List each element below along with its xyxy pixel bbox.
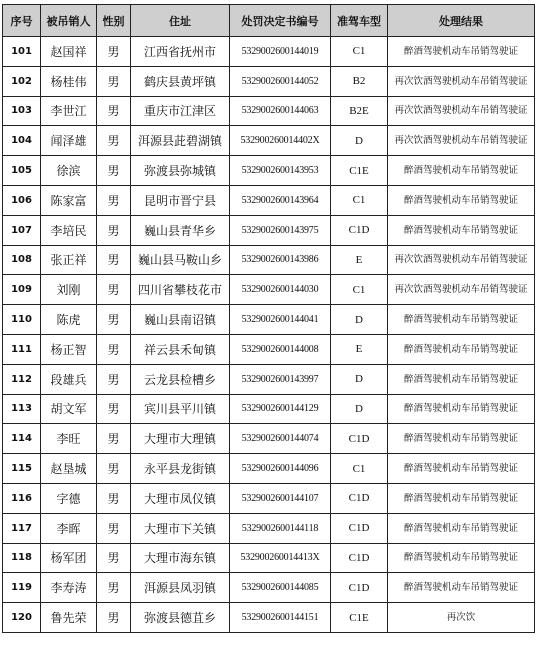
table-row: [3, 364, 535, 394]
cell-result: 醉酒驾驶机动车吊销驾驶证: [388, 573, 535, 603]
header-code: 处罚决定书编号: [230, 5, 331, 37]
cell-address: 江西省抚州市: [131, 37, 230, 67]
cell-address: 重庆市江津区: [131, 96, 230, 126]
cell-sex: 男: [97, 305, 131, 335]
cell-sex: 男: [97, 126, 131, 156]
cell-sex: 男: [97, 364, 131, 394]
cell-address: 巍山县马鞍山乡: [131, 245, 230, 275]
cell-license-type: C1D: [331, 573, 388, 603]
table-body: [3, 37, 535, 633]
cell-code: 5329002600143964: [230, 185, 331, 215]
cell-result: 醉酒驾驶机动车吊销驾驶证: [388, 156, 535, 186]
cell-license-type: C1: [331, 185, 388, 215]
cell-no: 110: [3, 305, 41, 335]
cell-license-type: E: [331, 245, 388, 275]
header-sex: 性别: [97, 5, 131, 37]
header-no: 序号: [3, 5, 41, 37]
table-row: [3, 96, 535, 126]
cell-name: 杨正智: [41, 334, 97, 364]
cell-name: 李晖: [41, 513, 97, 543]
table-row: [3, 394, 535, 424]
cell-address: 巍山县青华乡: [131, 215, 230, 245]
table-row: [3, 66, 535, 96]
cell-result: 醉酒驾驶机动车吊销驾驶证: [388, 513, 535, 543]
cell-no: 118: [3, 543, 41, 573]
cell-address: 大理市海东镇: [131, 543, 230, 573]
cell-no: 109: [3, 275, 41, 305]
table-row: [3, 37, 535, 67]
cell-no: 111: [3, 334, 41, 364]
cell-name: 李旺: [41, 424, 97, 454]
cell-license-type: C1: [331, 454, 388, 484]
cell-sex: 男: [97, 603, 131, 633]
cell-no: 117: [3, 513, 41, 543]
table-row: [3, 334, 535, 364]
table-row: [3, 245, 535, 275]
cell-address: 巍山县南诏镇: [131, 305, 230, 335]
cell-code: 5329002600144151: [230, 603, 331, 633]
table-row: [3, 573, 535, 603]
document-page: [2, 4, 535, 633]
cell-name: 闻泽雄: [41, 126, 97, 156]
cell-sex: 男: [97, 454, 131, 484]
cell-sex: 男: [97, 543, 131, 573]
cell-code: 5329002600144096: [230, 454, 331, 484]
cell-result: 再次饮酒驾驶机动车吊销驾驶证: [388, 96, 535, 126]
cell-no: 113: [3, 394, 41, 424]
cell-address: 大理市大理镇: [131, 424, 230, 454]
cell-license-type: E: [331, 334, 388, 364]
cell-name: 李世江: [41, 96, 97, 126]
table-row: [3, 483, 535, 513]
cell-code: 5329002600143997: [230, 364, 331, 394]
cell-address: 云龙县检槽乡: [131, 364, 230, 394]
cell-sex: 男: [97, 96, 131, 126]
table-row: [3, 185, 535, 215]
cell-name: 杨桂伟: [41, 66, 97, 96]
cell-license-type: D: [331, 126, 388, 156]
cell-address: 鹤庆县黄坪镇: [131, 66, 230, 96]
table-row: [3, 543, 535, 573]
cell-license-type: C1D: [331, 215, 388, 245]
cell-no: 112: [3, 364, 41, 394]
cell-no: 102: [3, 66, 41, 96]
cell-sex: 男: [97, 424, 131, 454]
cell-name: 李培民: [41, 215, 97, 245]
cell-name: 段雄兵: [41, 364, 97, 394]
cell-name: 胡文军: [41, 394, 97, 424]
cell-sex: 男: [97, 275, 131, 305]
cell-result: 醉酒驾驶机动车吊销驾驶证: [388, 394, 535, 424]
cell-license-type: D: [331, 394, 388, 424]
cell-sex: 男: [97, 37, 131, 67]
cell-code: 5329002600144118: [230, 513, 331, 543]
cell-no: 108: [3, 245, 41, 275]
cell-result: 醉酒驾驶机动车吊销驾驶证: [388, 424, 535, 454]
cell-no: 101: [3, 37, 41, 67]
cell-code: 5329002600144129: [230, 394, 331, 424]
cell-sex: 男: [97, 513, 131, 543]
cell-license-type: C1E: [331, 603, 388, 633]
cell-name: 杨军团: [41, 543, 97, 573]
cell-code: 532900260014413X: [230, 543, 331, 573]
cell-no: 105: [3, 156, 41, 186]
cell-name: 刘刚: [41, 275, 97, 305]
cell-result: 醉酒驾驶机动车吊销驾驶证: [388, 37, 535, 67]
cell-name: 赵国祥: [41, 37, 97, 67]
cell-code: 5329002600144019: [230, 37, 331, 67]
cell-code: 5329002600144063: [230, 96, 331, 126]
cell-code: 5329002600144074: [230, 424, 331, 454]
cell-sex: 男: [97, 245, 131, 275]
cell-license-type: C1D: [331, 513, 388, 543]
cell-sex: 男: [97, 156, 131, 186]
cell-name: 陈家富: [41, 185, 97, 215]
cell-result: 醉酒驾驶机动车吊销驾驶证: [388, 305, 535, 335]
cell-result: 醉酒驾驶机动车吊销驾驶证: [388, 215, 535, 245]
cell-sex: 男: [97, 215, 131, 245]
cell-result: 再次饮酒驾驶机动车吊销驾驶证: [388, 245, 535, 275]
table-row: [3, 513, 535, 543]
cell-result: 再次饮酒驾驶机动车吊销驾驶证: [388, 126, 535, 156]
cell-name: 李寿涛: [41, 573, 97, 603]
cell-no: 114: [3, 424, 41, 454]
cell-license-type: C1: [331, 275, 388, 305]
cell-license-type: D: [331, 305, 388, 335]
cell-result: 醉酒驾驶机动车吊销驾驶证: [388, 483, 535, 513]
cell-result: 醉酒驾驶机动车吊销驾驶证: [388, 185, 535, 215]
cell-code: 5329002600144008: [230, 334, 331, 364]
table-row: [3, 275, 535, 305]
cell-name: 字德: [41, 483, 97, 513]
cell-no: 116: [3, 483, 41, 513]
cell-address: 大理市凤仪镇: [131, 483, 230, 513]
header-address: 住址: [131, 5, 230, 37]
cell-address: 昆明市晋宁县: [131, 185, 230, 215]
cell-address: 洱源县凤羽镇: [131, 573, 230, 603]
cell-result: 再次饮酒驾驶机动车吊销驾驶证: [388, 66, 535, 96]
cell-code: 5329002600143953: [230, 156, 331, 186]
cell-address: 洱源县茈碧湖镇: [131, 126, 230, 156]
cell-sex: 男: [97, 483, 131, 513]
cell-code: 5329002600144041: [230, 305, 331, 335]
cell-code: 5329002600144085: [230, 573, 331, 603]
cell-sex: 男: [97, 66, 131, 96]
cell-no: 120: [3, 603, 41, 633]
cell-address: 弥渡县弥城镇: [131, 156, 230, 186]
cell-result: 醉酒驾驶机动车吊销驾驶证: [388, 454, 535, 484]
cell-address: 大理市下关镇: [131, 513, 230, 543]
table-header-row: [3, 5, 535, 37]
header-name: 被吊销人: [41, 5, 97, 37]
cell-no: 106: [3, 185, 41, 215]
cell-code: 532900260014402X: [230, 126, 331, 156]
cell-no: 103: [3, 96, 41, 126]
cell-license-type: C1D: [331, 543, 388, 573]
cell-result: 再次饮酒驾驶机动车吊销驾驶证: [388, 275, 535, 305]
cell-license-type: D: [331, 364, 388, 394]
cell-license-type: B2: [331, 66, 388, 96]
revocation-table: [2, 4, 535, 633]
cell-address: 祥云县禾甸镇: [131, 334, 230, 364]
cell-license-type: C1: [331, 37, 388, 67]
header-license-type: 准驾车型: [331, 5, 388, 37]
cell-license-type: C1D: [331, 483, 388, 513]
cell-name: 陈虎: [41, 305, 97, 335]
table-row: [3, 126, 535, 156]
cell-sex: 男: [97, 394, 131, 424]
cell-name: 赵垦城: [41, 454, 97, 484]
cell-no: 104: [3, 126, 41, 156]
cell-sex: 男: [97, 185, 131, 215]
cell-name: 张正祥: [41, 245, 97, 275]
cell-result: 再次饮: [388, 603, 535, 633]
cell-address: 宾川县平川镇: [131, 394, 230, 424]
table-row: [3, 424, 535, 454]
cell-license-type: C1E: [331, 156, 388, 186]
cell-result: 醉酒驾驶机动车吊销驾驶证: [388, 364, 535, 394]
cell-no: 119: [3, 573, 41, 603]
cell-code: 5329002600143986: [230, 245, 331, 275]
cell-license-type: B2E: [331, 96, 388, 126]
cell-no: 107: [3, 215, 41, 245]
cell-result: 醉酒驾驶机动车吊销驾驶证: [388, 334, 535, 364]
cell-code: 5329002600144030: [230, 275, 331, 305]
cell-result: 醉酒驾驶机动车吊销驾驶证: [388, 543, 535, 573]
cell-name: 徐滨: [41, 156, 97, 186]
cell-code: 5329002600144107: [230, 483, 331, 513]
cell-code: 5329002600143975: [230, 215, 331, 245]
table-row: [3, 603, 535, 633]
cell-code: 5329002600144052: [230, 66, 331, 96]
cell-sex: 男: [97, 334, 131, 364]
cell-name: 鲁先荣: [41, 603, 97, 633]
cell-address: 四川省攀枝花市: [131, 275, 230, 305]
cell-address: 弥渡县德苴乡: [131, 603, 230, 633]
cell-sex: 男: [97, 573, 131, 603]
cell-license-type: C1D: [331, 424, 388, 454]
cell-no: 115: [3, 454, 41, 484]
table-row: [3, 215, 535, 245]
header-result: 处理结果: [388, 5, 535, 37]
table-row: [3, 454, 535, 484]
cell-address: 永平县龙街镇: [131, 454, 230, 484]
table-row: [3, 156, 535, 186]
table-row: [3, 305, 535, 335]
